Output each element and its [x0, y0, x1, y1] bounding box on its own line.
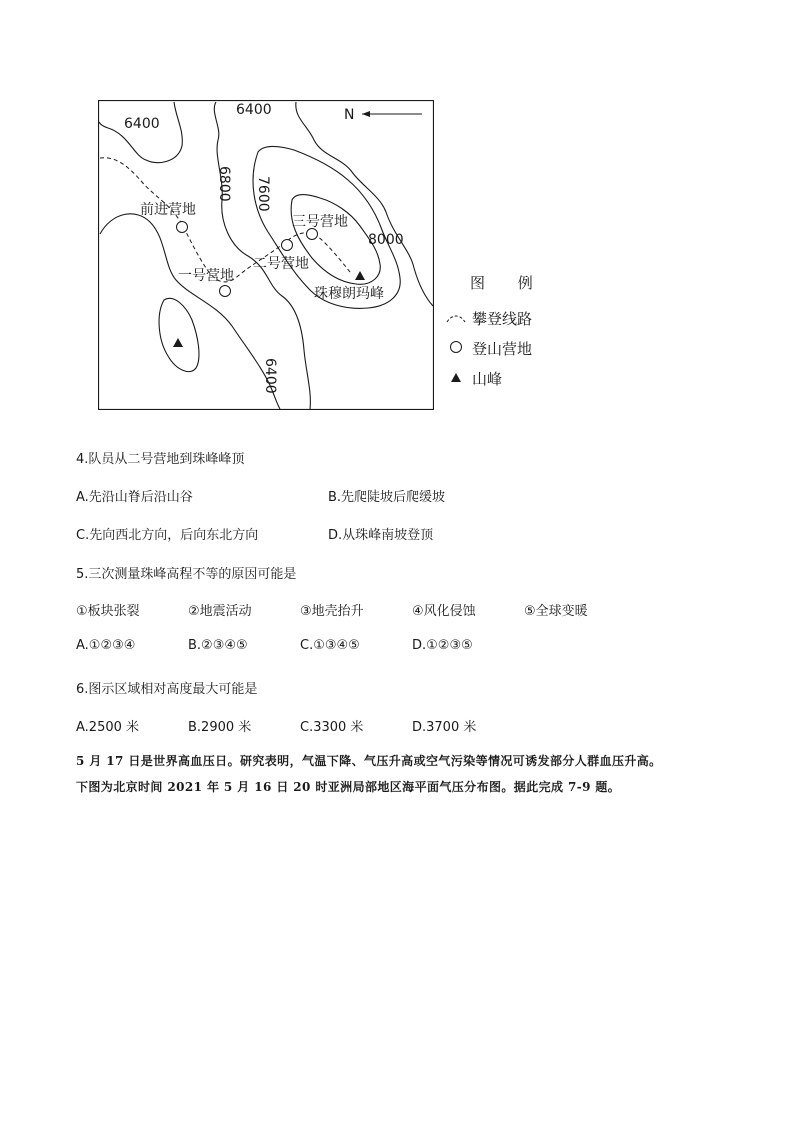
dashed-route-icon: [446, 310, 466, 328]
contour-label: 6800: [216, 166, 232, 202]
camp-three-label: 三号营地: [292, 214, 348, 230]
question-5-statement: ③地壳抬升: [300, 604, 364, 619]
forward-camp-label: 前进营地: [140, 202, 196, 218]
intro-line-1: 5 月 17 日是世界高血压日。研究表明，气温下降、气压升高或空气污染等情况可诱发部分人群血压升高。: [76, 754, 662, 768]
peak-triangle-icon: [446, 370, 466, 388]
question-5-stem: 5.三次测量珠峰高程不等的原因可能是: [76, 567, 297, 582]
question-6-stem: 6.图示区域相对高度最大可能是: [76, 682, 258, 697]
legend-label: 山峰: [472, 370, 503, 388]
question-5-statement: ①板块张裂: [76, 604, 140, 619]
question-5-statement: ②地震活动: [188, 604, 252, 619]
contour-label: 6400: [236, 102, 272, 118]
legend-item: [446, 308, 532, 329]
question-4-stem: 4.队员从二号营地到珠峰峰顶: [76, 452, 245, 467]
question-5-option-d[interactable]: D.①②③⑤: [412, 638, 473, 653]
question-5-option-a[interactable]: A.①②③④: [76, 638, 136, 653]
contour-map-svg: [98, 100, 434, 410]
camp-marker: [177, 222, 188, 233]
contour-label: 8000: [368, 232, 404, 248]
camp-marker: [307, 229, 318, 240]
everest-label: 珠穆朗玛峰: [314, 286, 384, 302]
question-5-statement: ④风化侵蚀: [412, 604, 476, 619]
question-5-option-c[interactable]: C.①③④⑤: [300, 638, 360, 653]
question-6-option-d[interactable]: D.3700 米: [412, 720, 477, 735]
camp-marker: [220, 286, 231, 297]
question-6-option-a[interactable]: A.2500 米: [76, 720, 140, 735]
camp-two-label: 二号营地: [253, 256, 309, 272]
question-5-option-b[interactable]: B.②③④⑤: [188, 638, 248, 653]
intro-line-2: 下图为北京时间 2021 年 5 月 16 日 20 时亚洲局部地区海平面气压分布图。据此完成 7-9 题。: [76, 780, 621, 794]
camp-circle-icon: [446, 340, 466, 358]
contour-label: 6400: [262, 358, 278, 394]
contour-label: 6400: [124, 116, 160, 132]
question-6-option-b[interactable]: B.2900 米: [188, 720, 252, 735]
question-6-option-c[interactable]: C.3300 米: [300, 720, 364, 735]
legend-item: [446, 368, 502, 389]
map-legend: [446, 272, 556, 388]
question-4-option-c[interactable]: C.先向西北方向，后向东北方向: [76, 528, 259, 543]
camp-marker: [282, 240, 293, 251]
legend-title: 图 例: [470, 274, 547, 292]
legend-item: [446, 338, 532, 359]
contour-label: 7600: [255, 176, 271, 212]
legend-label: 登山营地: [472, 340, 533, 358]
legend-label: 攀登线路: [472, 310, 533, 328]
contour-map: [98, 100, 434, 410]
camp-one-label: 一号营地: [178, 268, 234, 284]
question-4-option-b[interactable]: B.先爬陡坡后爬缓坡: [328, 490, 446, 505]
north-label: N: [344, 107, 355, 123]
question-4-option-d[interactable]: D.从珠峰南坡登顶: [328, 528, 434, 543]
question-4-option-a[interactable]: A.先沿山脊后沿山谷: [76, 490, 193, 505]
question-5-statement: ⑤全球变暖: [524, 604, 588, 619]
